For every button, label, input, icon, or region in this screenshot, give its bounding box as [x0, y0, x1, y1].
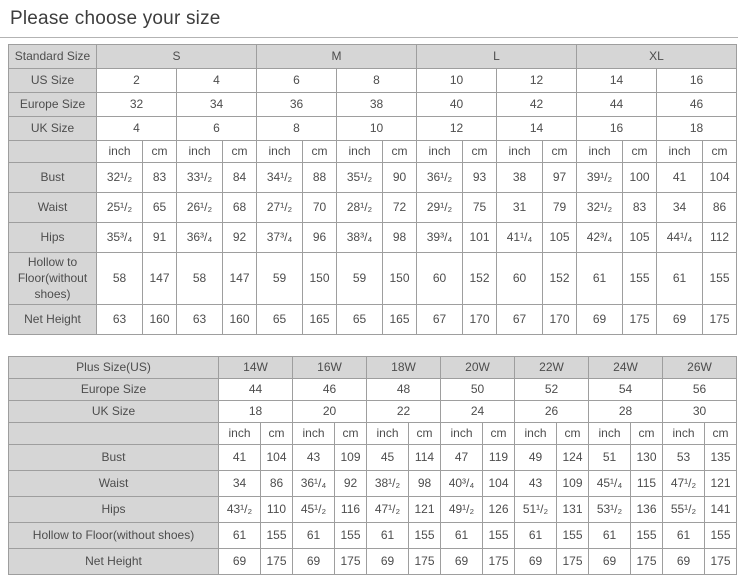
unit-cell: cm	[223, 141, 257, 163]
value-cell: 124	[557, 444, 589, 470]
value-cell: 155	[631, 522, 663, 548]
value-cell: 65	[337, 304, 383, 334]
unit-cell: cm	[557, 422, 589, 444]
value-cell: 116	[335, 496, 367, 522]
value-cell: 45¹/₂	[293, 496, 335, 522]
unit-cell: inch	[497, 141, 543, 163]
value-cell: 61	[577, 253, 623, 305]
value-cell: 100	[623, 163, 657, 193]
value-cell: 50	[441, 378, 515, 400]
value-cell: 98	[409, 470, 441, 496]
standard-size-table	[8, 44, 737, 335]
value-cell: 75	[463, 193, 497, 223]
value-cell: 36³/₄	[177, 223, 223, 253]
value-cell: 45¹/₄	[589, 470, 631, 496]
row-label: Net Height	[9, 304, 97, 334]
row-label: Hips	[9, 223, 97, 253]
value-cell: 16	[657, 69, 737, 93]
value-cell: 29¹/₂	[417, 193, 463, 223]
unit-cell: inch	[337, 141, 383, 163]
row-label: Europe Size	[9, 93, 97, 117]
value-cell: 119	[483, 444, 515, 470]
value-cell: 46	[657, 93, 737, 117]
unit-cell: cm	[409, 422, 441, 444]
value-cell: 98	[383, 223, 417, 253]
value-cell: 18W	[367, 356, 441, 378]
value-cell: 105	[623, 223, 657, 253]
value-cell: 36	[257, 93, 337, 117]
value-cell: 69	[577, 304, 623, 334]
value-cell: 61	[219, 522, 261, 548]
value-cell: 69	[441, 548, 483, 574]
value-cell: 147	[143, 253, 177, 305]
value-cell: 39³/₄	[417, 223, 463, 253]
row-label: Europe Size	[9, 378, 219, 400]
value-cell: 54	[589, 378, 663, 400]
row-label: Bust	[9, 163, 97, 193]
value-cell: 38	[337, 93, 417, 117]
value-cell: 59	[337, 253, 383, 305]
value-cell: 14	[497, 117, 577, 141]
value-cell: 58	[177, 253, 223, 305]
value-cell: 53¹/₂	[589, 496, 631, 522]
value-cell: 67	[417, 304, 463, 334]
value-cell: 69	[367, 548, 409, 574]
value-cell: 175	[483, 548, 515, 574]
unit-cell: inch	[97, 141, 143, 163]
value-cell: 6	[177, 117, 257, 141]
value-cell: 8	[337, 69, 417, 93]
value-cell: 72	[383, 193, 417, 223]
value-cell: L	[417, 45, 577, 69]
table-row	[9, 356, 737, 378]
value-cell: 121	[409, 496, 441, 522]
value-cell: 12	[417, 117, 497, 141]
value-cell: 170	[463, 304, 497, 334]
value-cell: 68	[223, 193, 257, 223]
value-cell: 60	[497, 253, 543, 305]
value-cell: 51¹/₂	[515, 496, 557, 522]
value-cell: 175	[261, 548, 293, 574]
value-cell: 160	[143, 304, 177, 334]
value-cell: 104	[703, 163, 737, 193]
row-label: Hollow to Floor(without shoes)	[9, 522, 219, 548]
value-cell: 14	[577, 69, 657, 93]
value-cell: 61	[367, 522, 409, 548]
value-cell: 175	[557, 548, 589, 574]
row-label	[9, 141, 97, 163]
unit-cell: cm	[303, 141, 337, 163]
value-cell: 155	[261, 522, 293, 548]
value-cell: 69	[663, 548, 705, 574]
value-cell: 136	[631, 496, 663, 522]
value-cell: 141	[705, 496, 737, 522]
value-cell: 69	[293, 548, 335, 574]
value-cell: 45	[367, 444, 409, 470]
value-cell: 155	[703, 253, 737, 305]
table-row	[9, 163, 737, 193]
unit-cell: inch	[589, 422, 631, 444]
value-cell: 26	[515, 400, 589, 422]
row-label	[9, 422, 219, 444]
value-cell: 65	[143, 193, 177, 223]
value-cell: 10	[417, 69, 497, 93]
value-cell: 175	[703, 304, 737, 334]
value-cell: 16	[577, 117, 657, 141]
value-cell: 49	[515, 444, 557, 470]
row-label: Standard Size	[9, 45, 97, 69]
value-cell: 109	[557, 470, 589, 496]
value-cell: 32	[97, 93, 177, 117]
value-cell: 10	[337, 117, 417, 141]
row-label: UK Size	[9, 400, 219, 422]
value-cell: XL	[577, 45, 737, 69]
value-cell: M	[257, 45, 417, 69]
value-cell: 51	[589, 444, 631, 470]
value-cell: 34¹/₂	[257, 163, 303, 193]
value-cell: 165	[303, 304, 337, 334]
value-cell: 131	[557, 496, 589, 522]
page-title: Please choose your size	[10, 8, 221, 29]
value-cell: 115	[631, 470, 663, 496]
value-cell: 43	[293, 444, 335, 470]
value-cell: 97	[543, 163, 577, 193]
value-cell: 63	[97, 304, 143, 334]
value-cell: 27¹/₂	[257, 193, 303, 223]
value-cell: 165	[383, 304, 417, 334]
table-row	[9, 470, 737, 496]
value-cell: 69	[219, 548, 261, 574]
value-cell: 32¹/₂	[97, 163, 143, 193]
value-cell: 49¹/₂	[441, 496, 483, 522]
table-row	[9, 378, 737, 400]
value-cell: 34	[219, 470, 261, 496]
value-cell: 84	[223, 163, 257, 193]
unit-cell: cm	[703, 141, 737, 163]
value-cell: 41	[219, 444, 261, 470]
row-label: Waist	[9, 193, 97, 223]
value-cell: 22	[367, 400, 441, 422]
value-cell: 105	[543, 223, 577, 253]
unit-cell: inch	[293, 422, 335, 444]
value-cell: 47¹/₂	[663, 470, 705, 496]
unit-cell: inch	[367, 422, 409, 444]
value-cell: 8	[257, 117, 337, 141]
unit-cell: inch	[417, 141, 463, 163]
value-cell: 44¹/₄	[657, 223, 703, 253]
value-cell: 22W	[515, 356, 589, 378]
value-cell: 175	[335, 548, 367, 574]
value-cell: 91	[143, 223, 177, 253]
unit-cell: inch	[441, 422, 483, 444]
value-cell: 61	[515, 522, 557, 548]
value-cell: 32¹/₂	[577, 193, 623, 223]
value-cell: 25¹/₂	[97, 193, 143, 223]
value-cell: 83	[623, 193, 657, 223]
value-cell: 16W	[293, 356, 367, 378]
value-cell: 175	[623, 304, 657, 334]
unit-cell: cm	[335, 422, 367, 444]
table-row	[9, 93, 737, 117]
table-row	[9, 69, 737, 93]
row-label: Hips	[9, 496, 219, 522]
unit-cell: cm	[623, 141, 657, 163]
value-cell: 42	[497, 93, 577, 117]
value-cell: 39¹/₂	[577, 163, 623, 193]
value-cell: 109	[335, 444, 367, 470]
unit-cell: cm	[143, 141, 177, 163]
table-row	[9, 304, 737, 334]
table-row	[9, 193, 737, 223]
value-cell: 40³/₄	[441, 470, 483, 496]
value-cell: 14W	[219, 356, 293, 378]
value-cell: 112	[703, 223, 737, 253]
row-label: Plus Size(US)	[9, 356, 219, 378]
value-cell: 44	[219, 378, 293, 400]
unit-cell: inch	[177, 141, 223, 163]
value-cell: 61	[293, 522, 335, 548]
value-cell: 37³/₄	[257, 223, 303, 253]
table-row	[9, 496, 737, 522]
unit-cell: inch	[657, 141, 703, 163]
value-cell: 20	[293, 400, 367, 422]
unit-cell: inch	[257, 141, 303, 163]
value-cell: 60	[417, 253, 463, 305]
title-divider	[0, 37, 738, 38]
unit-cell: cm	[631, 422, 663, 444]
table-row	[9, 223, 737, 253]
value-cell: 101	[463, 223, 497, 253]
value-cell: 61	[657, 253, 703, 305]
value-cell: 46	[293, 378, 367, 400]
value-cell: 79	[543, 193, 577, 223]
unit-cell: cm	[463, 141, 497, 163]
table-row	[9, 400, 737, 422]
value-cell: 70	[303, 193, 337, 223]
value-cell: 12	[497, 69, 577, 93]
value-cell: S	[97, 45, 257, 69]
value-cell: 28	[589, 400, 663, 422]
value-cell: 6	[257, 69, 337, 93]
value-cell: 126	[483, 496, 515, 522]
unit-cell: cm	[705, 422, 737, 444]
table-row	[9, 548, 737, 574]
value-cell: 42³/₄	[577, 223, 623, 253]
value-cell: 41	[657, 163, 703, 193]
value-cell: 44	[577, 93, 657, 117]
unit-cell: inch	[663, 422, 705, 444]
table-row	[9, 45, 737, 69]
value-cell: 38	[497, 163, 543, 193]
value-cell: 48	[367, 378, 441, 400]
value-cell: 26¹/₂	[177, 193, 223, 223]
value-cell: 175	[705, 548, 737, 574]
value-cell: 4	[177, 69, 257, 93]
value-cell: 2	[97, 69, 177, 93]
value-cell: 86	[703, 193, 737, 223]
value-cell: 36¹/₂	[417, 163, 463, 193]
value-cell: 18	[219, 400, 293, 422]
value-cell: 96	[303, 223, 337, 253]
value-cell: 155	[335, 522, 367, 548]
value-cell: 28¹/₂	[337, 193, 383, 223]
row-label: Hollow to Floor(without shoes)	[9, 253, 97, 305]
plus-size-table	[8, 356, 737, 575]
value-cell: 47¹/₂	[367, 496, 409, 522]
value-cell: 114	[409, 444, 441, 470]
table-row	[9, 141, 737, 163]
value-cell: 41¹/₄	[497, 223, 543, 253]
value-cell: 63	[177, 304, 223, 334]
size-chart-page	[0, 8, 738, 575]
value-cell: 175	[631, 548, 663, 574]
value-cell: 40	[417, 93, 497, 117]
value-cell: 93	[463, 163, 497, 193]
unit-cell: cm	[261, 422, 293, 444]
value-cell: 155	[557, 522, 589, 548]
value-cell: 69	[515, 548, 557, 574]
value-cell: 20W	[441, 356, 515, 378]
value-cell: 104	[483, 470, 515, 496]
value-cell: 65	[257, 304, 303, 334]
value-cell: 92	[223, 223, 257, 253]
value-cell: 175	[409, 548, 441, 574]
value-cell: 160	[223, 304, 257, 334]
value-cell: 30	[663, 400, 737, 422]
row-label: Net Height	[9, 548, 219, 574]
value-cell: 90	[383, 163, 417, 193]
value-cell: 150	[303, 253, 337, 305]
value-cell: 38³/₄	[337, 223, 383, 253]
value-cell: 61	[663, 522, 705, 548]
unit-cell: cm	[383, 141, 417, 163]
value-cell: 34	[177, 93, 257, 117]
unit-cell: inch	[515, 422, 557, 444]
value-cell: 43	[515, 470, 557, 496]
value-cell: 88	[303, 163, 337, 193]
value-cell: 67	[497, 304, 543, 334]
value-cell: 155	[623, 253, 657, 305]
value-cell: 135	[705, 444, 737, 470]
value-cell: 24W	[589, 356, 663, 378]
value-cell: 86	[261, 470, 293, 496]
value-cell: 121	[705, 470, 737, 496]
table-row	[9, 117, 737, 141]
value-cell: 56	[663, 378, 737, 400]
value-cell: 59	[257, 253, 303, 305]
value-cell: 155	[409, 522, 441, 548]
value-cell: 170	[543, 304, 577, 334]
value-cell: 110	[261, 496, 293, 522]
value-cell: 18	[657, 117, 737, 141]
value-cell: 35¹/₂	[337, 163, 383, 193]
value-cell: 155	[705, 522, 737, 548]
unit-cell: inch	[577, 141, 623, 163]
table-row	[9, 522, 737, 548]
value-cell: 38¹/₂	[367, 470, 409, 496]
value-cell: 69	[657, 304, 703, 334]
value-cell: 83	[143, 163, 177, 193]
row-label: Bust	[9, 444, 219, 470]
row-label: UK Size	[9, 117, 97, 141]
value-cell: 47	[441, 444, 483, 470]
value-cell: 61	[441, 522, 483, 548]
table-row	[9, 422, 737, 444]
value-cell: 24	[441, 400, 515, 422]
value-cell: 33¹/₂	[177, 163, 223, 193]
value-cell: 147	[223, 253, 257, 305]
value-cell: 58	[97, 253, 143, 305]
row-label: Waist	[9, 470, 219, 496]
value-cell: 55¹/₂	[663, 496, 705, 522]
value-cell: 35³/₄	[97, 223, 143, 253]
value-cell: 43¹/₂	[219, 496, 261, 522]
value-cell: 155	[483, 522, 515, 548]
value-cell: 104	[261, 444, 293, 470]
unit-cell: inch	[219, 422, 261, 444]
value-cell: 61	[589, 522, 631, 548]
value-cell: 92	[335, 470, 367, 496]
value-cell: 31	[497, 193, 543, 223]
value-cell: 130	[631, 444, 663, 470]
table-row	[9, 444, 737, 470]
unit-cell: cm	[483, 422, 515, 444]
value-cell: 36¹/₄	[293, 470, 335, 496]
value-cell: 4	[97, 117, 177, 141]
value-cell: 69	[589, 548, 631, 574]
value-cell: 34	[657, 193, 703, 223]
value-cell: 53	[663, 444, 705, 470]
unit-cell: cm	[543, 141, 577, 163]
value-cell: 152	[543, 253, 577, 305]
value-cell: 150	[383, 253, 417, 305]
value-cell: 152	[463, 253, 497, 305]
row-label: US Size	[9, 69, 97, 93]
value-cell: 26W	[663, 356, 737, 378]
value-cell: 52	[515, 378, 589, 400]
table-row	[9, 253, 737, 305]
